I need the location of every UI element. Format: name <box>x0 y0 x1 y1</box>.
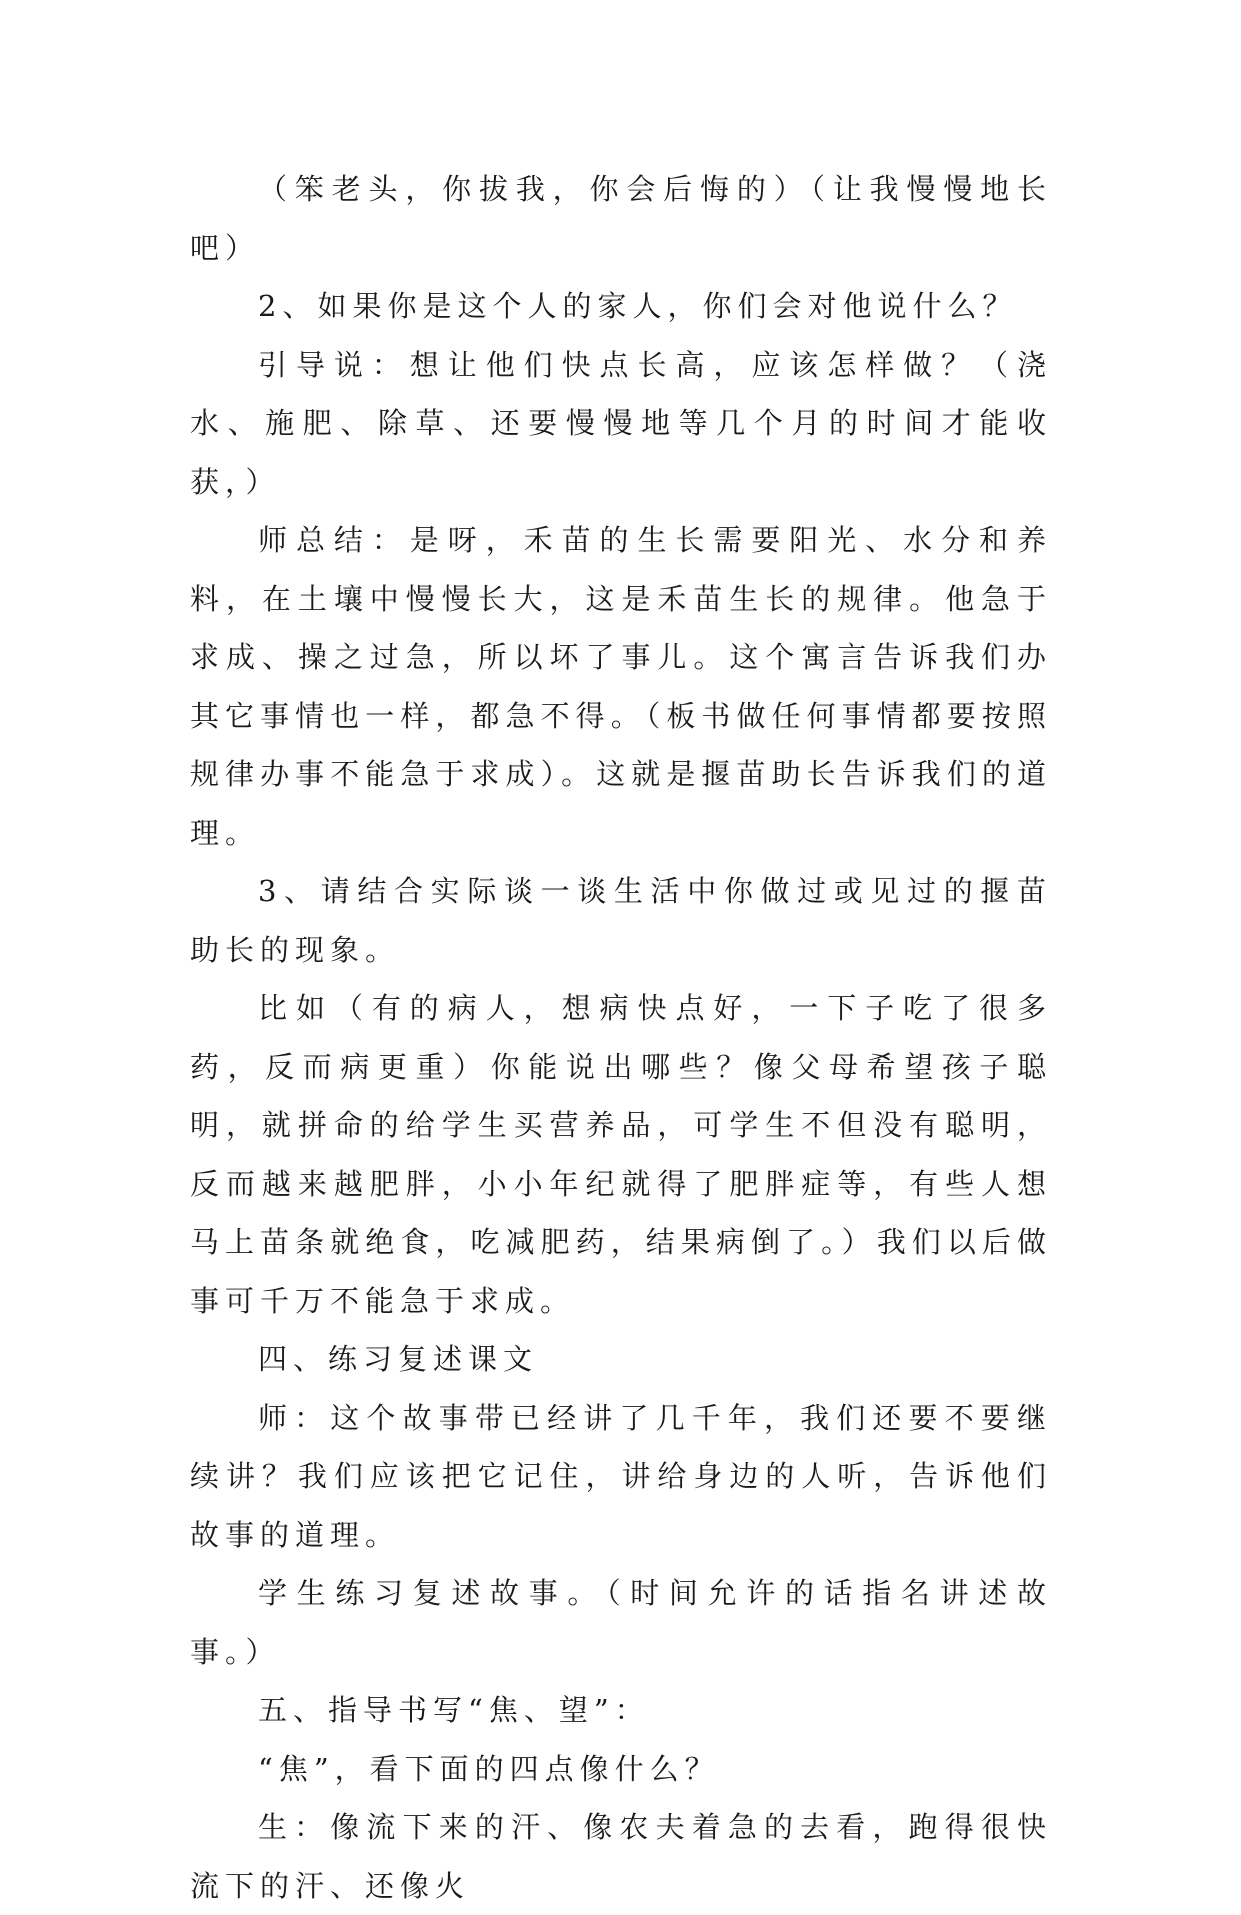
paragraph-9: “焦”，看下面的四点像什么？ <box>258 1751 720 1786</box>
paragraph-10: 生：像流下来的汗、像农夫着急的去看，跑得很快流下的汗、还像火 <box>190 1810 1052 1903</box>
paragraph-3: 引导说：想让他们快点长高，应该怎样做？（浇水、施肥、除草、还要慢慢地等几个月的时间才能收获，） <box>190 347 1052 499</box>
paragraph-7: 师：这个故事带已经讲了几千年，我们还要不要继续讲？我们应该把它记住，讲给身边的人听，告诉他们故事的道理。 <box>190 1400 1052 1552</box>
section-heading-4: 四、练习复述课文 <box>258 1342 539 1376</box>
paragraph-1: （笨老头，你拔我，你会后悔的）（让我慢慢地长吧） <box>190 172 1052 265</box>
document-body <box>190 160 1052 1915</box>
paragraph-5: 3、请结合实际谈一谈生活中你做过或见过的揠苗助长的现象。 <box>190 874 1052 967</box>
paragraph-8: 学生练习复述故事。（时间允许的话指名讲述故事。） <box>190 1576 1052 1669</box>
paragraph-6: 比如（有的病人，想病快点好，一下子吃了很多药，反而病更重）你能说出哪些？像父母希望孩子聪明，就拼命的给学生买营养品，可学生不但没有聪明，反而越来越肥胖，小小年纪就得了肥胖症等，有些人想马上苗条就绝食，吃减肥药，结果病倒了。）我们以后做事可千万不能急于求成。 <box>190 991 1052 1318</box>
paragraph-2: 2、如果你是这个人的家人，你们会对他说什么？ <box>258 289 1018 323</box>
section-heading-5: 五、指导书写“焦、望”： <box>258 1693 650 1727</box>
paragraph-4: 师总结：是呀，禾苗的生长需要阳光、水分和养料，在土壤中慢慢长大，这是禾苗生长的规律。他急于求成、操之过急，所以坏了事儿。这个寓言告诉我们办其它事情也一样，都急不得。（板书做任何事情都要按照规律办事不能急于求成）。这就是揠苗助长告诉我们的道理。 <box>190 523 1052 850</box>
